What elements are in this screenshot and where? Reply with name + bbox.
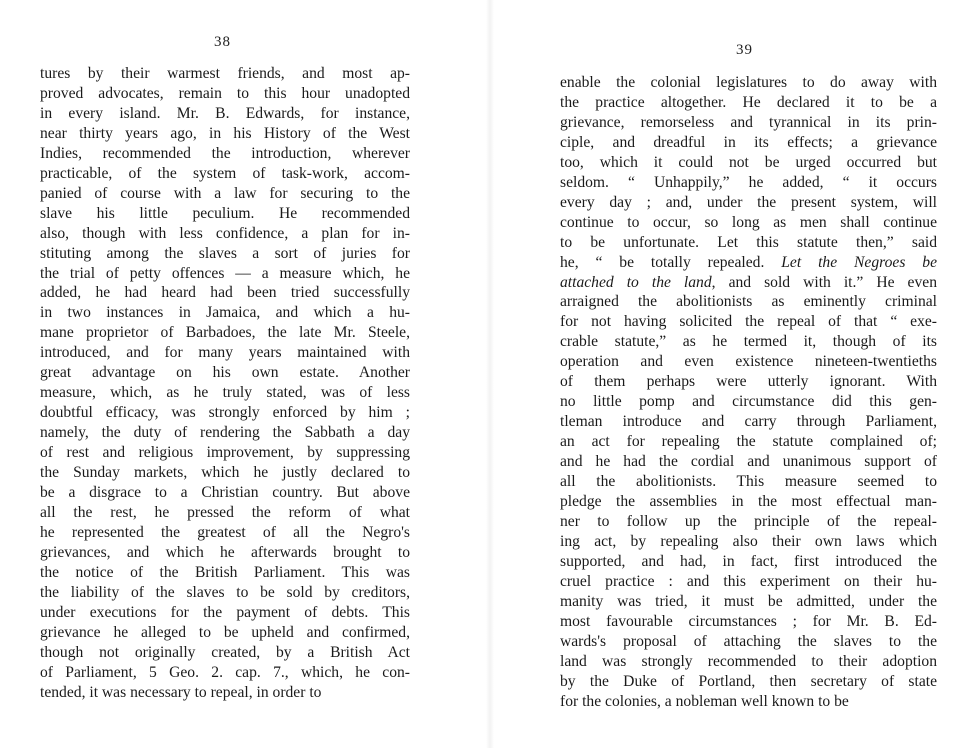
text-line: of Parliament, 5 Geo. 2. cap. 7., which, he con-: [40, 663, 410, 681]
text-line: Indies, recommended the introduction, wherever: [40, 144, 410, 162]
text-line: the Sunday markets, which he justly declared to: [40, 464, 410, 482]
text-line: enable the colonial legislatures to do away with: [560, 74, 937, 91]
page-body: [560, 73, 937, 712]
text-line: measure, which, as he truly stated, was of less: [40, 384, 410, 402]
text-line: and he had the cordial and unanimous support of: [560, 453, 937, 471]
book-gutter: [486, 0, 494, 748]
text-line: slave his little peculium. He recommended: [40, 204, 410, 222]
page-number: 39: [736, 42, 753, 58]
text-line: he, “ be totally repealed. Let the Negroes be: [560, 253, 938, 271]
text-line: tures by their warmest friends, and most ap-: [40, 65, 410, 82]
text-line: attached to the land, and sold with it.” He even: [560, 273, 937, 291]
text-line: operation and even existence nineteen-twentieths: [560, 353, 937, 371]
text-line: mane proprietor of Barbadoes, the late Mr. Steele,: [40, 324, 410, 342]
text-line: great advantage on his own estate. Another: [40, 364, 410, 382]
text-line: under executions for the payment of debts. This: [40, 603, 410, 621]
page-number: 38: [214, 34, 231, 50]
text-line: he represented the greatest of all the Negro's: [40, 523, 410, 541]
text-line: panied of course with a law for securing to the: [40, 184, 410, 202]
text-line: the trial of petty offences — a measure which, he: [40, 264, 410, 282]
text-line: added, he had heard had been tried successfully: [40, 284, 410, 302]
text-line: every day ; and, under the present system, will: [560, 193, 937, 211]
text-line: too, which it could not be urged occurred but: [560, 153, 937, 171]
text-line: crable statute,” as he termed it, though of its: [560, 333, 937, 351]
text-line: also, though with less confidence, a plan for in-: [40, 224, 410, 242]
text-line: for not having solicited the repeal of that “ exe-: [560, 313, 937, 331]
text-line: to be unfortunate. Let this statute then,” said: [560, 233, 937, 251]
text-line: most favourable circumstances ; for Mr. B. Ed-: [560, 612, 937, 630]
text-line: tended, it was necessary to repeal, in order to: [40, 683, 322, 701]
text-line: proved advocates, remain to this hour unadopted: [40, 84, 410, 102]
right-page: [500, 0, 980, 748]
text-line: manity was tried, it must be admitted, under the: [560, 592, 937, 610]
text-line: wards's proposal of attaching the slaves to the: [560, 632, 937, 650]
text-line: tleman introduce and carry through Parliament,: [560, 413, 937, 431]
text-line: the practice altogether. He declared it to be a: [560, 93, 937, 111]
text-line: be a disgrace to a Christian country. But above: [40, 484, 410, 502]
text-line: though not originally created, by a British Act: [40, 643, 410, 661]
text-line: land was strongly recommended to their adoption: [560, 652, 937, 670]
text-line: cruel practice : and this experiment on their hu-: [560, 572, 937, 590]
text-line: practicable, of the system of task-work, accom-: [40, 164, 410, 182]
text-line: all the rest, he pressed the reform of what: [40, 503, 410, 521]
text-line: for the colonies, a nobleman well known to be: [560, 692, 849, 710]
text-line: stituting among the slaves a sort of juries for: [40, 244, 410, 262]
page-body: [40, 64, 410, 703]
text-line: grievance he alleged to be upheld and confirmed,: [40, 623, 410, 641]
text-line: supported, and had, in fact, first introduced the: [560, 552, 937, 570]
text-line: ing act, by repealing also their own laws which: [560, 532, 937, 550]
text-line: ciple, and dreadful in its effects; a grievance: [560, 133, 937, 151]
text-line: namely, the duty of rendering the Sabbath a day: [40, 424, 410, 442]
text-line: of them perhaps were utterly ignorant. With: [560, 373, 937, 391]
left-page: [0, 0, 480, 748]
text-line: the notice of the British Parliament. This was: [40, 563, 410, 581]
text-line: arraigned the abolitionists as eminently criminal: [560, 293, 937, 311]
text-line: near thirty years ago, in his History of the West: [40, 124, 410, 142]
text-line: the liability of the slaves to be sold by creditors,: [40, 583, 410, 601]
text-line: an act for repealing the statute complained of;: [560, 433, 937, 451]
text-line: introduced, and for many years maintained with: [40, 344, 410, 362]
text-line: grievance, remorseless and tyrannical in its prin-: [560, 113, 937, 131]
text-line: grievances, and which he afterwards brought to: [40, 543, 410, 561]
text-line: all the abolitionists. This measure seemed to: [560, 473, 937, 491]
text-line: of rest and religious improvement, by suppressing: [40, 444, 410, 462]
text-line: continue to occur, so long as men shall continue: [560, 213, 937, 231]
text-line: in two instances in Jamaica, and which a hu-: [40, 304, 410, 322]
text-line: in every island. Mr. B. Edwards, for instance,: [40, 104, 410, 122]
text-line: pledge the assemblies in the most effectual man-: [560, 493, 937, 511]
text-line: ner to follow up the principle of the repeal-: [560, 512, 937, 530]
text-line: seldom. “ Unhappily,” he added, “ it occurs: [560, 173, 937, 191]
text-line: doubtful efficacy, was strongly enforced by him ;: [40, 404, 410, 422]
text-line: no little pomp and circumstance did this gen-: [560, 393, 937, 411]
text-line: by the Duke of Portland, then secretary of state: [560, 672, 937, 690]
